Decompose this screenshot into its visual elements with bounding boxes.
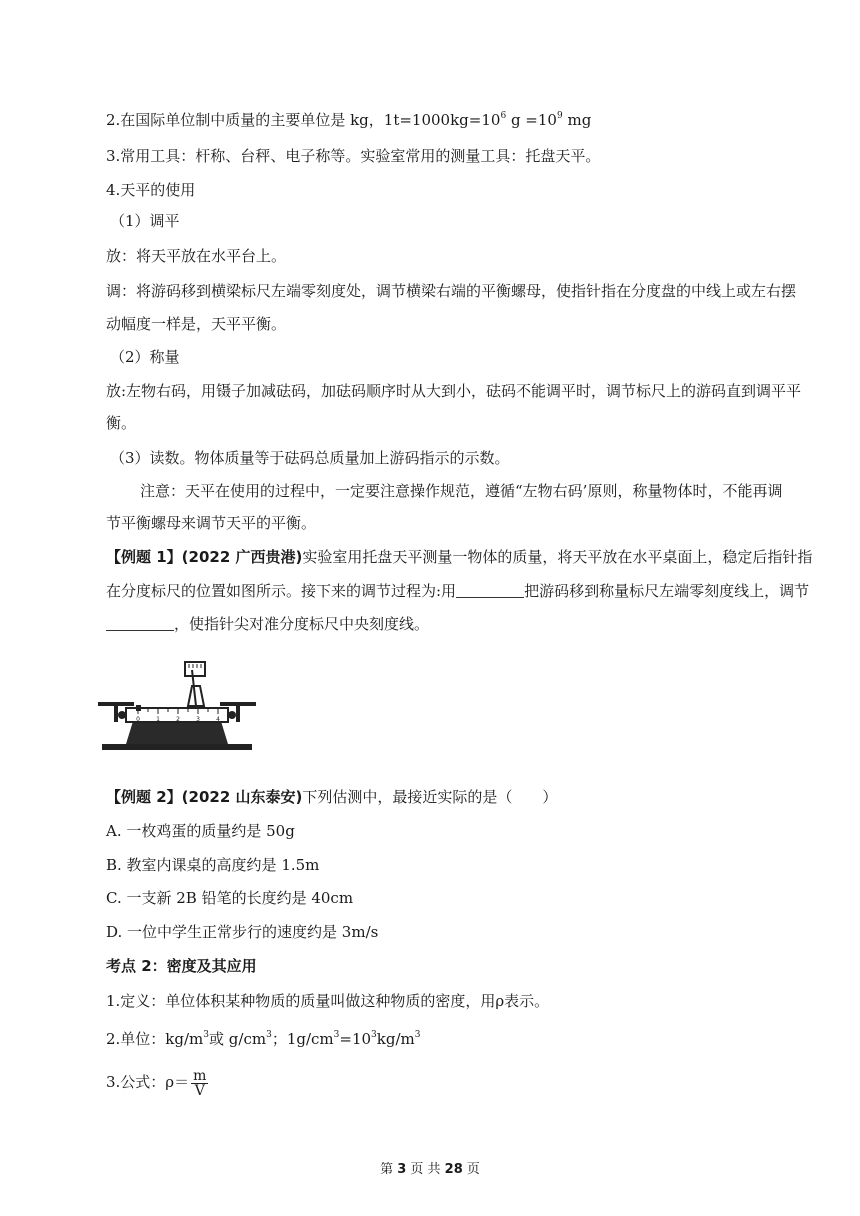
- page-footer: [0, 1158, 860, 1177]
- example-2-source: (2022 山东泰安): [181, 788, 303, 806]
- exponent: 3: [333, 1030, 340, 1040]
- text: 第: [380, 1162, 398, 1177]
- section-heading: 考点 2：密度及其应用: [106, 957, 257, 975]
- text: mg: [562, 111, 592, 129]
- right-pan: [220, 702, 256, 706]
- fraction-numerator: m: [193, 1067, 207, 1084]
- balance-base: [102, 744, 252, 750]
- text: 或 g/cm: [209, 1030, 267, 1048]
- example-2-tag: 【例题 2】: [106, 788, 182, 806]
- text: 实验室用托盘天平测量一物体的质量，将天平放在水平桌面上，稳定后指针指: [302, 548, 813, 566]
- text: 2.单位：kg/m: [106, 1030, 204, 1048]
- tools-line: 3.常用工具：杆称、台秤、电子称等。实验室常用的测量工具：托盘天平。: [106, 147, 601, 165]
- weighing-heading: （2）称量: [110, 348, 180, 366]
- scale-label: 3: [196, 716, 200, 723]
- text: 把游码移到称量标尺左端零刻度线上，调节: [524, 582, 810, 600]
- exponent: 6: [500, 111, 507, 121]
- total-pages: 28: [444, 1162, 463, 1177]
- index-plate: [185, 662, 205, 676]
- scale-label: 0: [136, 716, 140, 723]
- option-d[interactable]: D. 一位中学生正常步行的速度约是 3m/s: [106, 923, 379, 941]
- text: g =10: [506, 111, 557, 129]
- density-units: [106, 1029, 420, 1049]
- text: ；1g/cm: [271, 1030, 334, 1048]
- example-1-line-3: [106, 614, 429, 634]
- exponent: 3: [203, 1030, 210, 1040]
- right-balance-nut: [228, 711, 236, 719]
- rider: [136, 705, 141, 711]
- balance-figure: [92, 658, 262, 758]
- place-step-line: 放：将天平放在水平台上。: [106, 247, 287, 265]
- left-pan-stem: [114, 706, 118, 722]
- example-1-line-2: [106, 581, 809, 601]
- example-1-tag: 【例题 1】: [106, 548, 182, 566]
- exponent: 3: [414, 1030, 421, 1040]
- scale-label: 1: [156, 716, 160, 723]
- adjust-step-line: 调：将游码移到横梁标尺左端零刻度处，调节横梁右端的平衡螺母，使指针指在分度盘的中线上或左右摆: [106, 282, 797, 300]
- leveling-heading: （1）调平: [110, 212, 180, 230]
- left-pan: [98, 702, 134, 706]
- left-balance-nut: [118, 711, 126, 719]
- adjust-step-line-cont: 动幅度一样是，天平平衡。: [106, 315, 287, 333]
- formula-label: 3.公式：ρ＝: [106, 1073, 190, 1091]
- exponent: 3: [266, 1030, 272, 1040]
- note-line: 注意：天平在使用的过程中，一定要注意操作规范，遵循“左物右码’原则，称量物体时，不能再调: [140, 482, 783, 500]
- text: ，使指针尖对准分度标尺中央刻度线。: [174, 615, 430, 633]
- example-2-line: [106, 787, 557, 807]
- option-a[interactable]: A. 一枚鸡蛋的质量约是 50g: [106, 822, 295, 840]
- page-number: 3: [397, 1162, 407, 1177]
- answer-blank[interactable]: [456, 583, 524, 598]
- note-line-cont: 节平衡螺母来调节天平的平衡。: [106, 514, 317, 532]
- option-c[interactable]: C. 一支新 2B 铅笔的长度约是 40cm: [106, 889, 354, 907]
- option-b[interactable]: B. 教室内课桌的高度约是 1.5m: [106, 856, 320, 874]
- text: =10: [339, 1030, 372, 1048]
- balance-usage-heading: 4.天平的使用: [106, 181, 196, 199]
- text: 页 共: [406, 1162, 445, 1177]
- exponent: 3: [371, 1030, 377, 1040]
- fraction-denominator: V: [194, 1082, 205, 1099]
- scale-label: 4: [216, 716, 220, 723]
- fraction: [191, 1069, 208, 1098]
- answer-blank[interactable]: [106, 616, 174, 631]
- right-pan-stem: [236, 706, 240, 722]
- example-1-source: (2022 广西贵港): [181, 548, 303, 566]
- text: 页: [462, 1162, 480, 1177]
- density-definition: 1.定义：单位体积某种物质的质量叫做这种物质的密度，用ρ表示。: [106, 992, 550, 1010]
- example-1-line-1: [106, 547, 812, 567]
- text: 在分度标尺的位置如图所示。接下来的调节过程为:用: [106, 582, 457, 600]
- exponent: 9: [556, 111, 563, 121]
- density-formula: [106, 1066, 208, 1098]
- scale-label: 2: [176, 716, 180, 723]
- mass-unit-line: [106, 110, 591, 130]
- reading-step-line: （3）读数。物体质量等于砝码总质量加上游码指示的示数。: [110, 449, 510, 467]
- text: kg/m: [376, 1030, 415, 1048]
- text: 2.在国际单位制中质量的主要单位是 kg，1t=1000kg=10: [106, 111, 501, 129]
- text: 下列估测中，最接近实际的是（ ）: [302, 788, 558, 806]
- weighing-step-line-cont: 衡。: [106, 414, 137, 432]
- weighing-step-line: 放:左物右码，用镊子加减砝码，加砝码顺序时从大到小，砝码不能调平时，调节标尺上的游码直到调平平: [106, 382, 802, 400]
